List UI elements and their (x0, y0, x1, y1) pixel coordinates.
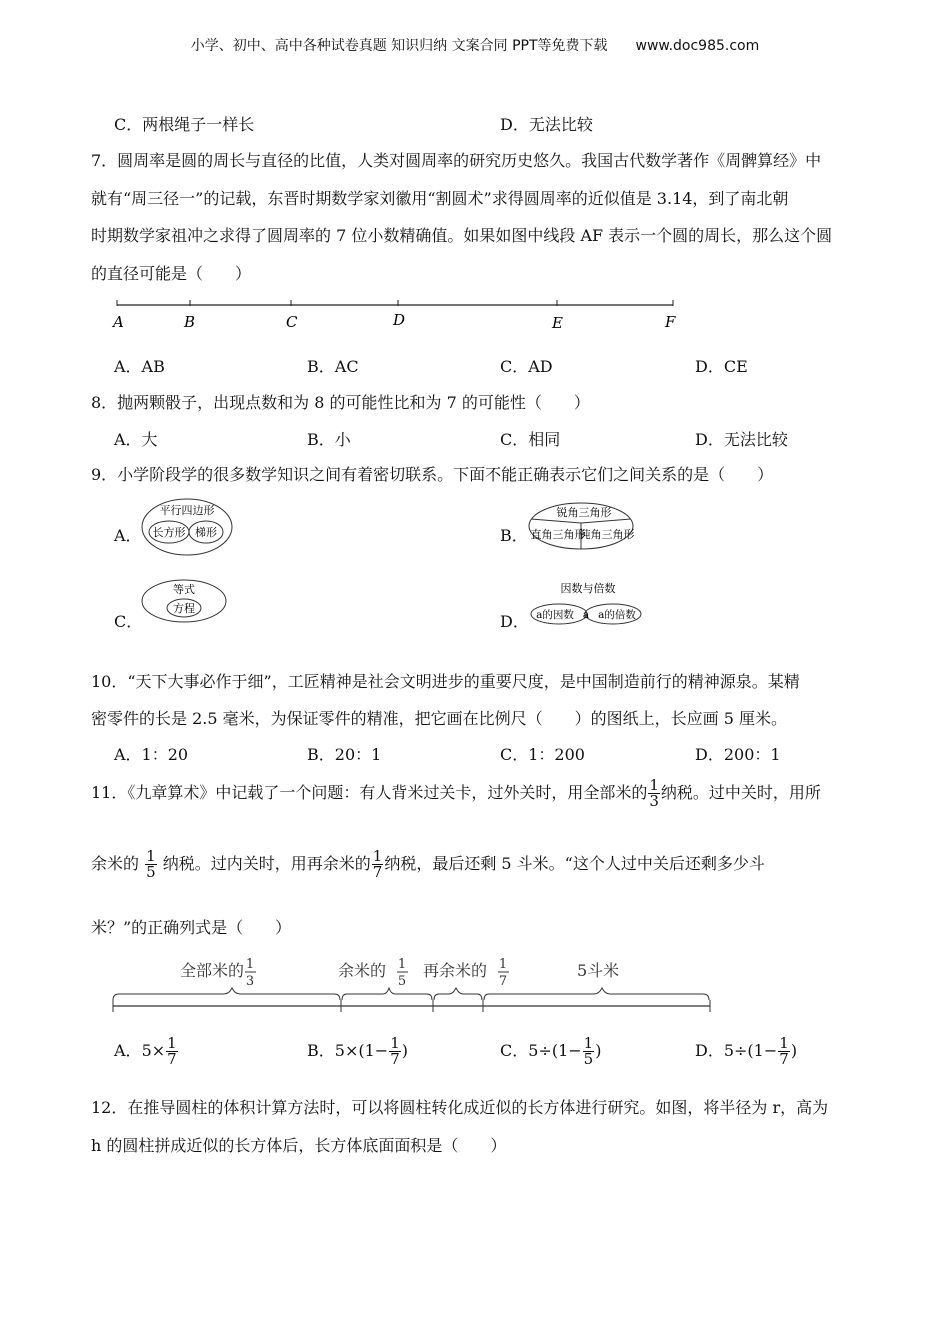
header-text: 小学、初中、高中各种试卷真题 知识归纳 文案合同 PPT等免费下载 (190, 38, 608, 54)
diagram-label-remaining: 余米的 (338, 961, 387, 980)
diagram-label-all: 全部米的 (180, 961, 245, 980)
q11-rice-diagram (105, 950, 725, 1020)
point-e-label: E (552, 314, 563, 332)
q9-option-b-label[interactable]: B． (500, 526, 528, 545)
q12-stem-line-1: 12．在推导圆柱的体积计算方法时，可以将圆柱转化成近似的长方体进行研究。如图，将半径为 r，高为 (91, 1098, 829, 1117)
q8-option-b[interactable]: B．小 (307, 430, 351, 449)
q8-option-a[interactable]: A．大 (114, 430, 158, 449)
q11-option-d[interactable]: D．5÷(1− $\frac{1}{7}$ ) (695, 1034, 798, 1068)
page-header (0, 35, 950, 55)
q7-segment-figure (110, 296, 690, 336)
diagram-label-five-dou: 5斗米 (577, 961, 620, 980)
q9-option-d-label[interactable]: D． (500, 612, 529, 631)
q9-diagram-a[interactable] (140, 496, 236, 558)
svg-text:1: 1 (245, 957, 255, 972)
label-factors-multiples: 因数与倍数 (560, 582, 616, 595)
q7-option-c[interactable]: C．AD (500, 357, 553, 376)
point-c-label: C (286, 313, 298, 331)
q10-option-d[interactable]: D．200：1 (695, 745, 781, 764)
header-url[interactable]: www.doc985.com (635, 38, 760, 54)
fraction-one-seventh: $\frac{1}{7}$ (372, 847, 383, 881)
q11-option-a[interactable]: A．5× $\frac{1}{7}$ (114, 1034, 177, 1068)
svg-text:7: 7 (498, 974, 508, 989)
q9-diagram-c[interactable] (140, 578, 230, 624)
q11-stem-line-1: 11．《九章算术》中记载了一个问题：有人背米过关卡，过外关时，用全部米的 $\frac{1}{3}$ 纳税。过中关时，用所 (91, 776, 821, 810)
label-parallelogram: 平行四边形 (159, 504, 215, 517)
fraction-one-third: $\frac{1}{3}$ (649, 776, 659, 810)
label-rectangle: 长方形 (152, 526, 186, 539)
q11-option-c[interactable]: C．5÷(1− $\frac{1}{5}$ ) (500, 1034, 602, 1068)
point-f-label: F (665, 313, 676, 331)
q6-option-c[interactable]: C．两根绳子一样长 (114, 115, 255, 134)
svg-text:5: 5 (397, 974, 407, 989)
label-equation: 等式 (173, 583, 195, 596)
q9-option-c-label[interactable]: C． (114, 612, 143, 631)
q9-option-a-label[interactable]: A． (114, 526, 142, 545)
q9-diagram-d[interactable] (528, 578, 644, 628)
svg-text:3: 3 (245, 974, 255, 989)
q8-option-d[interactable]: D．无法比较 (695, 430, 788, 449)
q11-stem-line-3: 米？”的正确列式是（ ） (91, 918, 292, 937)
q7-stem-line-3: 时期数学家祖冲之求得了圆周率的 7 位小数精确值。如果如图中线段 AF 表示一个圆的周长，那么这个圆 (91, 226, 833, 245)
label-trapezoid: 梯形 (195, 526, 217, 539)
label-formula: 方程 (173, 602, 195, 615)
label-factors: a的因数 (536, 609, 574, 621)
q9-stem: 9．小学阶段学的很多数学知识之间有着密切联系。下面不能正确表示它们之间关系的是（ ） (91, 465, 774, 484)
label-obtuse: 钝角三角形 (579, 528, 635, 541)
q10-option-a[interactable]: A．1：20 (114, 745, 189, 764)
svg-text:1: 1 (498, 957, 508, 972)
q10-option-b[interactable]: B．20：1 (307, 745, 382, 764)
point-a-label: A (113, 313, 124, 331)
q10-stem-line-2: 密零件的长是 2.5 毫米，为保证零件的精准，把它画在比例尺（ ）的图纸上，长应画 5 厘米。 (91, 709, 787, 728)
q8-stem: 8．抛两颗骰子，出现点数和为 8 的可能性比和为 7 的可能性（ ） (91, 393, 590, 412)
q7-stem-line-1: 7．圆周率是圆的周长与直径的比值，人类对圆周率的研究历史悠久。我国古代数学著作《周髀算经》中 (91, 151, 822, 170)
q7-option-b[interactable]: B．AC (307, 357, 359, 376)
fraction-one-fifth: $\frac{1}{5}$ (146, 847, 156, 881)
q10-stem-line-1: 10．“天下大事必作于细”，工匠精神是社会文明进步的重要尺度，是中国制造前行的精神源泉。某精 (91, 672, 800, 691)
label-acute: 锐角三角形 (556, 506, 612, 519)
q7-option-d[interactable]: D．CE (695, 357, 748, 376)
q7-stem-line-4: 的直径可能是（ ） (91, 264, 252, 283)
q9-diagram-b[interactable] (526, 500, 638, 552)
q7-stem-line-2: 就有“周三径一”的记载，东晋时期数学家刘徽用“割圆术”求得圆周率的近似值是 3.14，到了南北朝 (91, 189, 789, 208)
q10-option-c[interactable]: C．1：200 (500, 745, 585, 764)
diagram-braces (113, 988, 709, 1000)
point-b-label: B (184, 313, 196, 331)
q8-option-c[interactable]: C．相同 (500, 430, 561, 449)
label-right: 直角三角形 (530, 528, 586, 541)
diagram-label-re-remaining: 再余米的 (423, 961, 488, 980)
label-a: a (582, 609, 590, 621)
point-d-label: D (393, 311, 406, 329)
label-multiples: a的倍数 (598, 609, 636, 621)
q6-option-d[interactable]: D．无法比较 (500, 115, 593, 134)
svg-text:1: 1 (397, 957, 407, 972)
q11-stem-line-2: 余米的 $\frac{1}{5}$ 纳税。过内关时，用再余米的 $\frac{1}{7}$ 纳税，最后还剩 5 斗米。“这个人过中关后还剩多少斗 (91, 847, 765, 881)
q12-stem-line-2: h 的圆柱拼成近似的长方体后，长方体底面面积是（ ） (91, 1136, 507, 1155)
q11-option-b[interactable]: B．5×(1− $\frac{1}{7}$ ) (307, 1034, 408, 1068)
q7-option-a[interactable]: A．AB (114, 357, 165, 376)
